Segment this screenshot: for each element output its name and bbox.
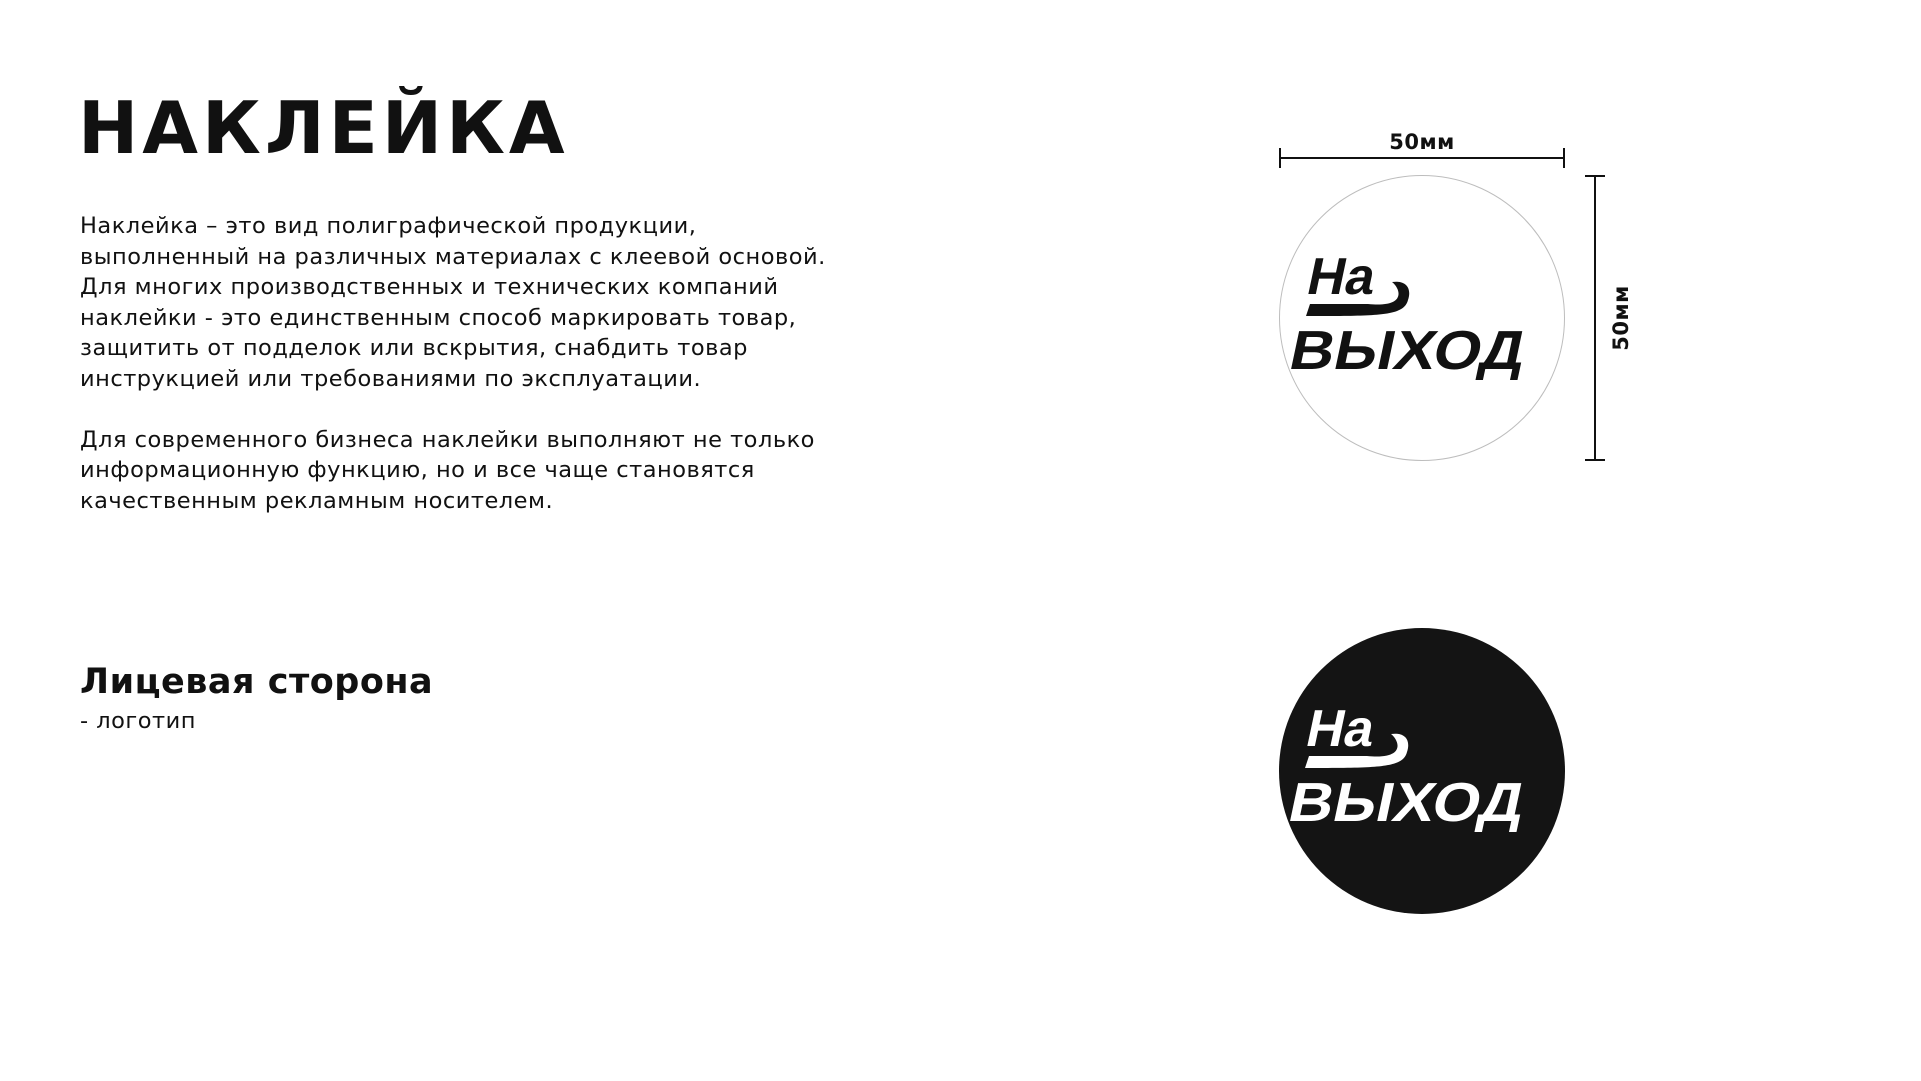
width-dimension-tick-left	[1279, 148, 1281, 168]
height-dimension-label: 50мм	[1609, 285, 1633, 351]
page-title: НАКЛЕЙКА	[78, 86, 569, 170]
logo-line2: ВЫХОД	[1284, 319, 1508, 381]
logo-white	[1279, 628, 1565, 914]
sticker-front-preview	[1279, 628, 1565, 914]
section-note: - логотип	[80, 708, 196, 734]
logo-line1: На	[1302, 247, 1382, 306]
section-title: Лицевая сторона	[80, 662, 434, 702]
intro-paragraph-1: Наклейка – это вид полиграфической продукции, выполненный на различных материалах с клеевой основой. Для многих производственных и технических компаний наклейки - это единственным способ маркировать товар, защитить от подделок или вскрытия, снабдить товар инструкцией или требованиями по эксплуатации.	[80, 213, 826, 392]
height-dimension-tick-bottom	[1585, 459, 1605, 461]
logo-black	[1280, 176, 1566, 462]
sticker-outline-preview	[1279, 175, 1565, 461]
intro-text	[80, 211, 900, 516]
logo-line1-white: На	[1301, 699, 1381, 758]
logo-line2-white: ВЫХОД	[1283, 771, 1507, 833]
width-dimension	[1279, 130, 1565, 166]
width-dimension-tick-right	[1563, 148, 1565, 168]
intro-paragraph-2: Для современного бизнеса наклейки выполняют не только информационную функцию, но и все чаще становятся качественным рекламным носителем.	[80, 426, 815, 514]
height-dimension	[1583, 175, 1633, 461]
width-dimension-label: 50мм	[1389, 130, 1455, 154]
height-dimension-tick-top	[1585, 175, 1605, 177]
height-dimension-line	[1594, 175, 1596, 461]
width-dimension-line	[1279, 157, 1565, 159]
